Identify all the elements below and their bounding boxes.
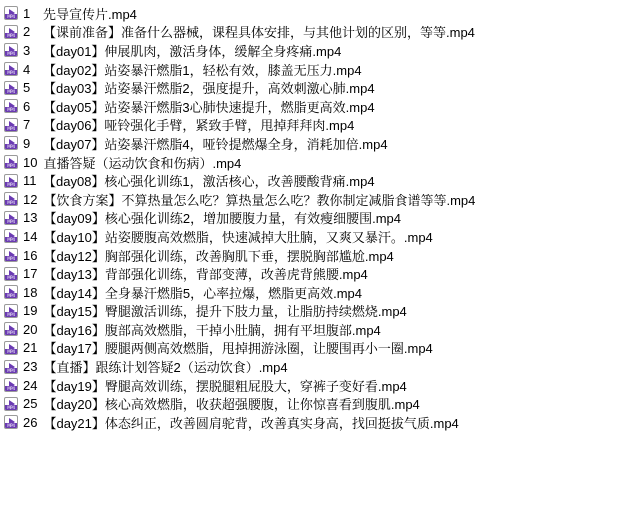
mp4-file-icon bbox=[4, 341, 18, 355]
list-item-filename: 【day12】胸部强化训练，改善胸肌下垂，摆脱胸部尴尬.mp4 bbox=[43, 248, 394, 264]
list-item-filename: 【day21】体态纠正，改善圆肩驼背，改善真实身高，找回挺拔气质.mp4 bbox=[43, 415, 459, 431]
list-item[interactable] bbox=[4, 339, 622, 358]
list-item[interactable] bbox=[4, 78, 622, 97]
mp4-file-icon bbox=[4, 192, 18, 206]
mp4-file-icon bbox=[4, 62, 18, 76]
list-item[interactable] bbox=[4, 246, 622, 265]
mp4-file-icon bbox=[4, 229, 18, 243]
mp4-file-icon bbox=[4, 248, 18, 262]
list-item[interactable] bbox=[4, 357, 622, 376]
mp4-file-icon bbox=[4, 304, 18, 318]
list-item[interactable] bbox=[4, 190, 622, 209]
mp4-file-icon bbox=[4, 25, 18, 39]
list-item-filename: 【day03】站姿暴汗燃脂2，强度提升，高效刺激心肺.mp4 bbox=[43, 81, 375, 97]
mp4-icon-label: MP4 bbox=[5, 275, 17, 280]
list-item-filename: 【day14】全身暴汗燃脂5，心率拉爆，燃脂更高效.mp4 bbox=[43, 285, 363, 301]
list-item-number: 2 bbox=[23, 24, 31, 40]
mp4-icon-label: MP4 bbox=[5, 33, 17, 38]
mp4-icon-label: MP4 bbox=[5, 368, 17, 373]
list-item-filename: 直播答疑（运动饮食和伤病）.mp4 bbox=[43, 155, 242, 171]
list-item-filename: 【day10】站姿腰腹高效燃脂，快速减掉大肚腩，又爽又暴汗。.mp4 bbox=[43, 229, 433, 245]
mp4-icon-label: MP4 bbox=[5, 405, 17, 410]
list-item-filename: 【day05】站姿暴汗燃脂3心肺快速提升，燃脂更高效.mp4 bbox=[43, 99, 375, 115]
list-item-filename: 【day15】臀腿激活训练，提升下肢力量，让脂肪持续燃烧.mp4 bbox=[43, 304, 407, 320]
mp4-icon-label: MP4 bbox=[5, 163, 17, 168]
list-item-number: 4 bbox=[23, 61, 31, 77]
list-item[interactable] bbox=[4, 134, 622, 153]
list-item-filename: 【day20】核心高效燃脂，收获超强腰腹，让你惊喜看到腹肌.mp4 bbox=[43, 397, 420, 413]
list-item[interactable] bbox=[4, 153, 622, 172]
mp4-icon-label: MP4 bbox=[5, 237, 17, 242]
list-item-filename: 【课前准备】准备什么器械，课程具体安排，与其他计划的区别，等等.mp4 bbox=[43, 25, 475, 41]
list-item-filename: 【day13】背部强化训练，背部变薄，改善虎背熊腰.mp4 bbox=[43, 267, 368, 283]
mp4-icon-label: MP4 bbox=[5, 256, 17, 261]
list-item-filename: 【day02】站姿暴汗燃脂1，轻松有效，膝盖无压力.mp4 bbox=[43, 62, 362, 78]
mp4-icon-label: MP4 bbox=[5, 70, 17, 75]
mp4-file-icon bbox=[4, 174, 18, 188]
mp4-file-icon bbox=[4, 285, 18, 299]
list-item-number: 20 bbox=[23, 321, 38, 337]
list-item[interactable] bbox=[4, 97, 622, 116]
mp4-file-icon bbox=[4, 155, 18, 169]
mp4-icon-label: MP4 bbox=[5, 330, 17, 335]
list-item-number: 19 bbox=[23, 303, 38, 319]
list-item-filename: 【day09】核心强化训练2，增加腰腹力量，有效瘦细腰围.mp4 bbox=[43, 211, 402, 227]
list-item-number: 1 bbox=[23, 5, 31, 21]
list-item-number: 26 bbox=[23, 414, 38, 430]
list-item[interactable] bbox=[4, 413, 622, 432]
mp4-icon-label: MP4 bbox=[5, 312, 17, 317]
mp4-icon-label: MP4 bbox=[5, 89, 17, 94]
list-item-number: 24 bbox=[23, 377, 38, 393]
mp4-file-icon bbox=[4, 360, 18, 374]
mp4-file-icon bbox=[4, 136, 18, 150]
list-item-number: 16 bbox=[23, 247, 38, 263]
mp4-file-icon bbox=[4, 118, 18, 132]
list-item-filename: 先导宣传片.mp4 bbox=[43, 6, 137, 22]
list-item-number: 5 bbox=[23, 80, 31, 96]
mp4-icon-label: MP4 bbox=[5, 423, 17, 428]
list-item[interactable] bbox=[4, 41, 622, 60]
list-item-filename: 【day16】腹部高效燃脂，干掉小肚腩，拥有平坦腹部.mp4 bbox=[43, 322, 381, 338]
list-item-filename: 【day19】臀腿高效训练，摆脱腿粗屁股大，穿裤子变好看.mp4 bbox=[43, 378, 407, 394]
list-item[interactable] bbox=[4, 4, 622, 23]
list-item-number: 23 bbox=[23, 359, 38, 375]
list-item-number: 21 bbox=[23, 340, 38, 356]
mp4-file-icon bbox=[4, 43, 18, 57]
mp4-icon-label: MP4 bbox=[5, 14, 17, 19]
mp4-file-icon bbox=[4, 267, 18, 281]
mp4-icon-label: MP4 bbox=[5, 182, 17, 187]
mp4-icon-label: MP4 bbox=[5, 107, 17, 112]
list-item[interactable] bbox=[4, 264, 622, 283]
list-item-number: 17 bbox=[23, 266, 38, 282]
mp4-icon-label: MP4 bbox=[5, 51, 17, 56]
list-item-number: 12 bbox=[23, 191, 38, 207]
mp4-file-icon bbox=[4, 322, 18, 336]
mp4-file-icon bbox=[4, 211, 18, 225]
mp4-file-icon bbox=[4, 378, 18, 392]
mp4-icon-label: MP4 bbox=[5, 386, 17, 391]
mp4-file-icon bbox=[4, 81, 18, 95]
mp4-icon-label: MP4 bbox=[5, 349, 17, 354]
mp4-icon-label: MP4 bbox=[5, 200, 17, 205]
list-item-filename: 【day07】站姿暴汗燃脂4，哑铃提燃爆全身，消耗加倍.mp4 bbox=[43, 136, 388, 152]
list-item-filename: 【day17】腰腿两侧高效燃脂，甩掉拥游泳圈，让腰围再小一圈.mp4 bbox=[43, 341, 433, 357]
mp4-file-icon bbox=[4, 415, 18, 429]
list-item[interactable] bbox=[4, 283, 622, 302]
list-item-filename: 【直播】跟练计划答疑2（运动饮食）.mp4 bbox=[43, 360, 288, 376]
list-item[interactable] bbox=[4, 209, 622, 228]
list-item[interactable] bbox=[4, 116, 622, 135]
list-item-number: 10 bbox=[23, 154, 38, 170]
list-item[interactable] bbox=[4, 320, 622, 339]
list-item-number: 18 bbox=[23, 284, 38, 300]
list-item-number: 13 bbox=[23, 210, 38, 226]
list-item[interactable] bbox=[4, 394, 622, 413]
list-item[interactable] bbox=[4, 171, 622, 190]
mp4-file-icon bbox=[4, 6, 18, 20]
list-item[interactable] bbox=[4, 302, 622, 321]
mp4-icon-label: MP4 bbox=[5, 144, 17, 149]
list-item-number: 11 bbox=[23, 173, 37, 189]
list-item-filename: 【day01】伸展肌肉，激活身体，缓解全身疼痛.mp4 bbox=[43, 43, 342, 59]
list-item-number: 6 bbox=[23, 98, 31, 114]
list-item-filename: 【饮食方案】不算热量怎么吃？算热量怎么吃？教你制定减脂食谱等等.mp4 bbox=[43, 192, 476, 208]
list-item[interactable] bbox=[4, 227, 622, 246]
list-item-number: 14 bbox=[23, 228, 38, 244]
list-item-number: 7 bbox=[23, 117, 31, 133]
list-item-filename: 【day08】核心强化训练1，激活核心，改善腰酸背痛.mp4 bbox=[43, 174, 375, 190]
mp4-icon-label: MP4 bbox=[5, 126, 17, 131]
list-item[interactable] bbox=[4, 376, 622, 395]
mp4-file-icon bbox=[4, 397, 18, 411]
mp4-icon-label: MP4 bbox=[5, 219, 17, 224]
mp4-file-icon bbox=[4, 99, 18, 113]
mp4-icon-label: MP4 bbox=[5, 293, 17, 298]
list-item-number: 9 bbox=[23, 135, 31, 151]
list-item-filename: 【day06】哑铃强化手臂，紧致手臂，甩掉拜拜肉.mp4 bbox=[43, 118, 355, 134]
list-item-number: 25 bbox=[23, 396, 38, 412]
list-item[interactable] bbox=[4, 23, 622, 42]
list-item[interactable] bbox=[4, 60, 622, 79]
list-item-number: 3 bbox=[23, 42, 31, 58]
